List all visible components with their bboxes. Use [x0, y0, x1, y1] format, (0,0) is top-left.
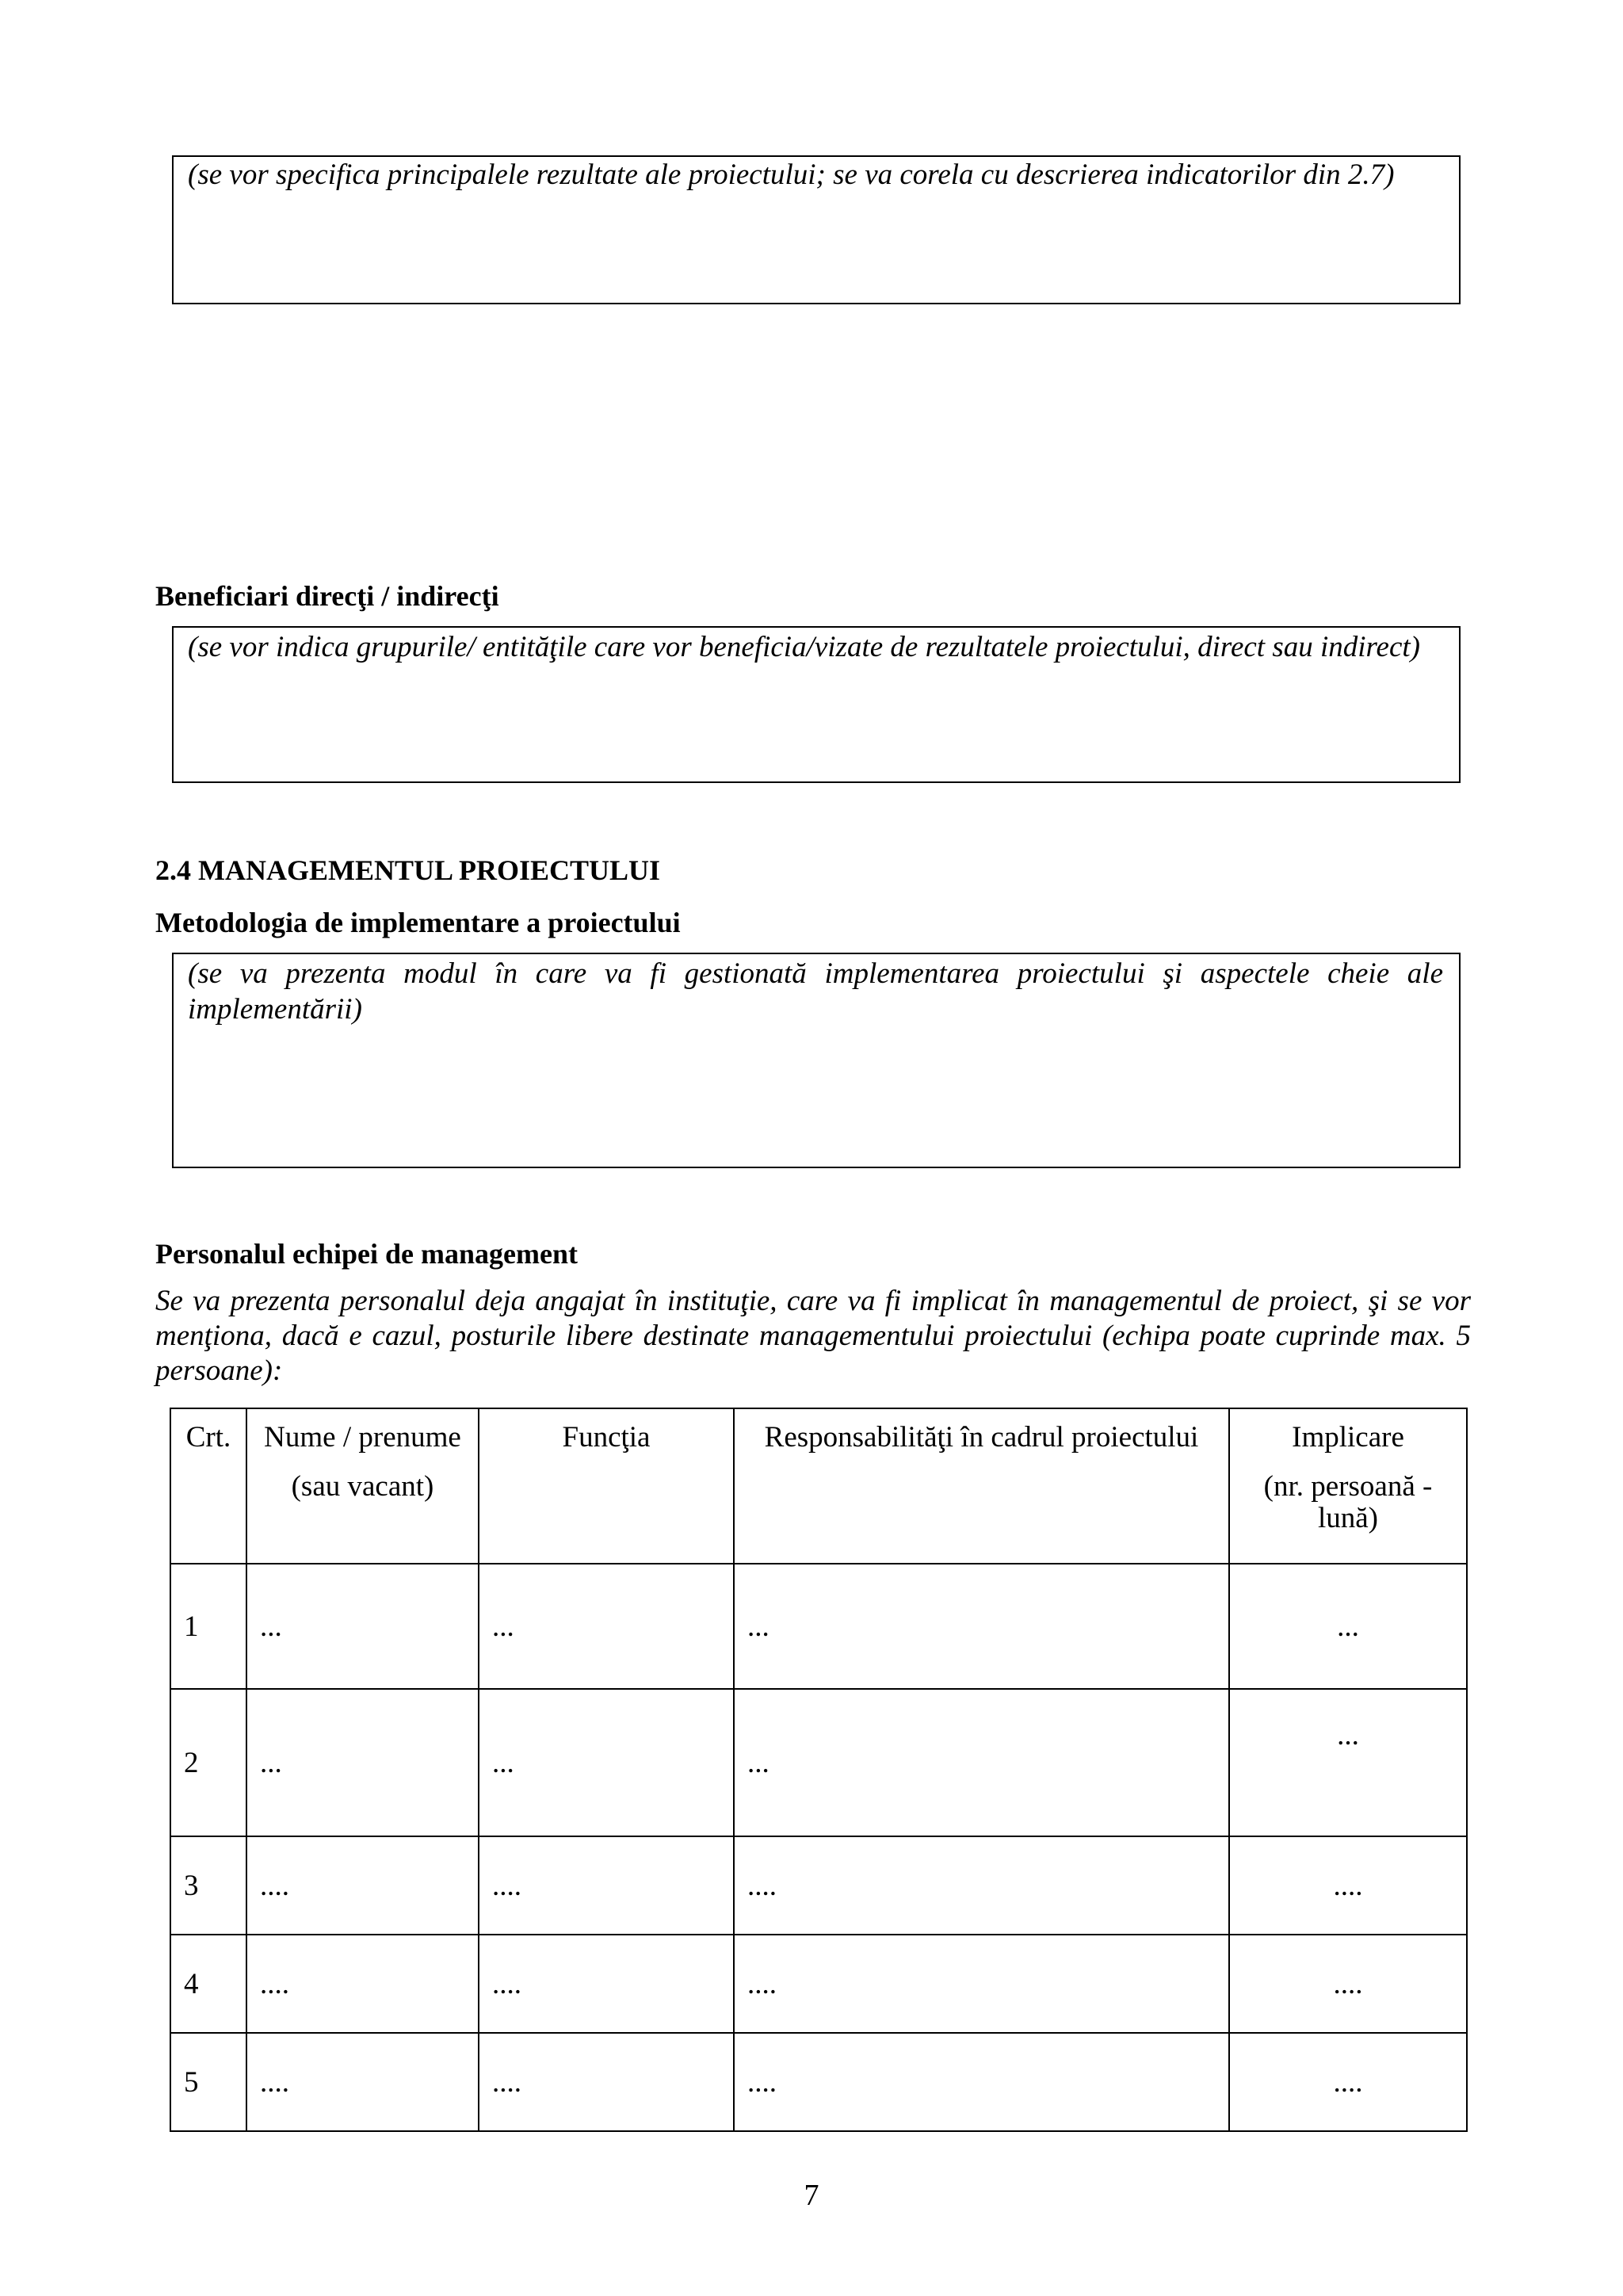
header-name-sub: (sau vacant): [291, 1470, 434, 1503]
cell-function[interactable]: ....: [479, 2033, 734, 2131]
table-row: [170, 1689, 1467, 1836]
cell-responsibilities[interactable]: ....: [734, 2033, 1229, 2131]
header-function: Funcţia: [479, 1408, 734, 1564]
table-row: [170, 1564, 1467, 1689]
section-title-management: 2.4 MANAGEMENTUL PROIECTULUI: [155, 854, 661, 886]
cell-function[interactable]: ...: [479, 1564, 734, 1689]
cell-crt: 5: [170, 2033, 246, 2131]
results-instruction: (se vor specifica principalele rezultate ale proiectului; se va corela cu descrierea indicatorilor din 2.7): [188, 159, 1395, 191]
cell-crt: 2: [170, 1689, 246, 1836]
cell-involvement[interactable]: ....: [1229, 1836, 1467, 1935]
cell-crt: 4: [170, 1935, 246, 2033]
cell-responsibilities[interactable]: ....: [734, 1935, 1229, 2033]
beneficiaries-instruction: (se vor indica grupurile/ entităţile care vor beneficia/vizate de rezultatele proiectului, direct sau indirect): [188, 631, 1420, 663]
cell-responsibilities[interactable]: ...: [734, 1564, 1229, 1689]
methodology-textbox[interactable]: [172, 953, 1461, 1168]
cell-responsibilities[interactable]: ....: [734, 1836, 1229, 1935]
cell-responsibilities[interactable]: ...: [734, 1689, 1229, 1836]
table-row: [170, 1935, 1467, 2033]
cell-name[interactable]: ....: [246, 2033, 479, 2131]
header-name: Nume / prenume (sau vacant): [246, 1408, 479, 1564]
team-heading: Personalul echipei de management: [155, 1238, 578, 1270]
table-header-row: [170, 1408, 1467, 1564]
header-responsibilities: Responsabilităţi în cadrul proiectului: [734, 1408, 1229, 1564]
team-intro: Se va prezenta personalul deja angajat în instituţie, care va fi implicat în managementul de proiect, şi se vor menţiona, dacă e cazul, posturile libere destinate managementului proiectului (echipa poate cuprinde max. 5 persoane):: [155, 1285, 1471, 1387]
cell-involvement[interactable]: ...: [1229, 1564, 1467, 1689]
methodology-heading: Metodologia de implementare a proiectului: [155, 907, 681, 938]
table-row: [170, 1836, 1467, 1935]
management-team-table: [170, 1408, 1468, 2132]
header-involvement-sub: (nr. persoană - lună): [1263, 1470, 1433, 1534]
page-number: 7: [804, 2179, 819, 2212]
cell-name[interactable]: ....: [246, 1935, 479, 2033]
cell-crt: 1: [170, 1564, 246, 1689]
methodology-instruction: (se va prezenta modul în care va fi gestionată implementarea proiectului şi aspectele cheie ale implementării): [188, 957, 1443, 1026]
table-row: [170, 2033, 1467, 2131]
cell-function[interactable]: ....: [479, 1836, 734, 1935]
results-textbox[interactable]: [172, 155, 1461, 304]
header-crt: Crt.: [170, 1408, 246, 1564]
cell-function[interactable]: ....: [479, 1935, 734, 2033]
header-involvement: Implicare (nr. persoană - lună): [1229, 1408, 1467, 1564]
cell-name[interactable]: ...: [246, 1689, 479, 1836]
cell-name[interactable]: ...: [246, 1564, 479, 1689]
cell-crt: 3: [170, 1836, 246, 1935]
cell-involvement[interactable]: ...: [1229, 1689, 1467, 1836]
beneficiaries-heading: Beneficiari direcţi / indirecţi: [155, 580, 499, 612]
cell-involvement[interactable]: ....: [1229, 1935, 1467, 2033]
cell-involvement[interactable]: ....: [1229, 2033, 1467, 2131]
cell-function[interactable]: ...: [479, 1689, 734, 1836]
beneficiaries-textbox[interactable]: [172, 626, 1461, 783]
cell-name[interactable]: ....: [246, 1836, 479, 1935]
